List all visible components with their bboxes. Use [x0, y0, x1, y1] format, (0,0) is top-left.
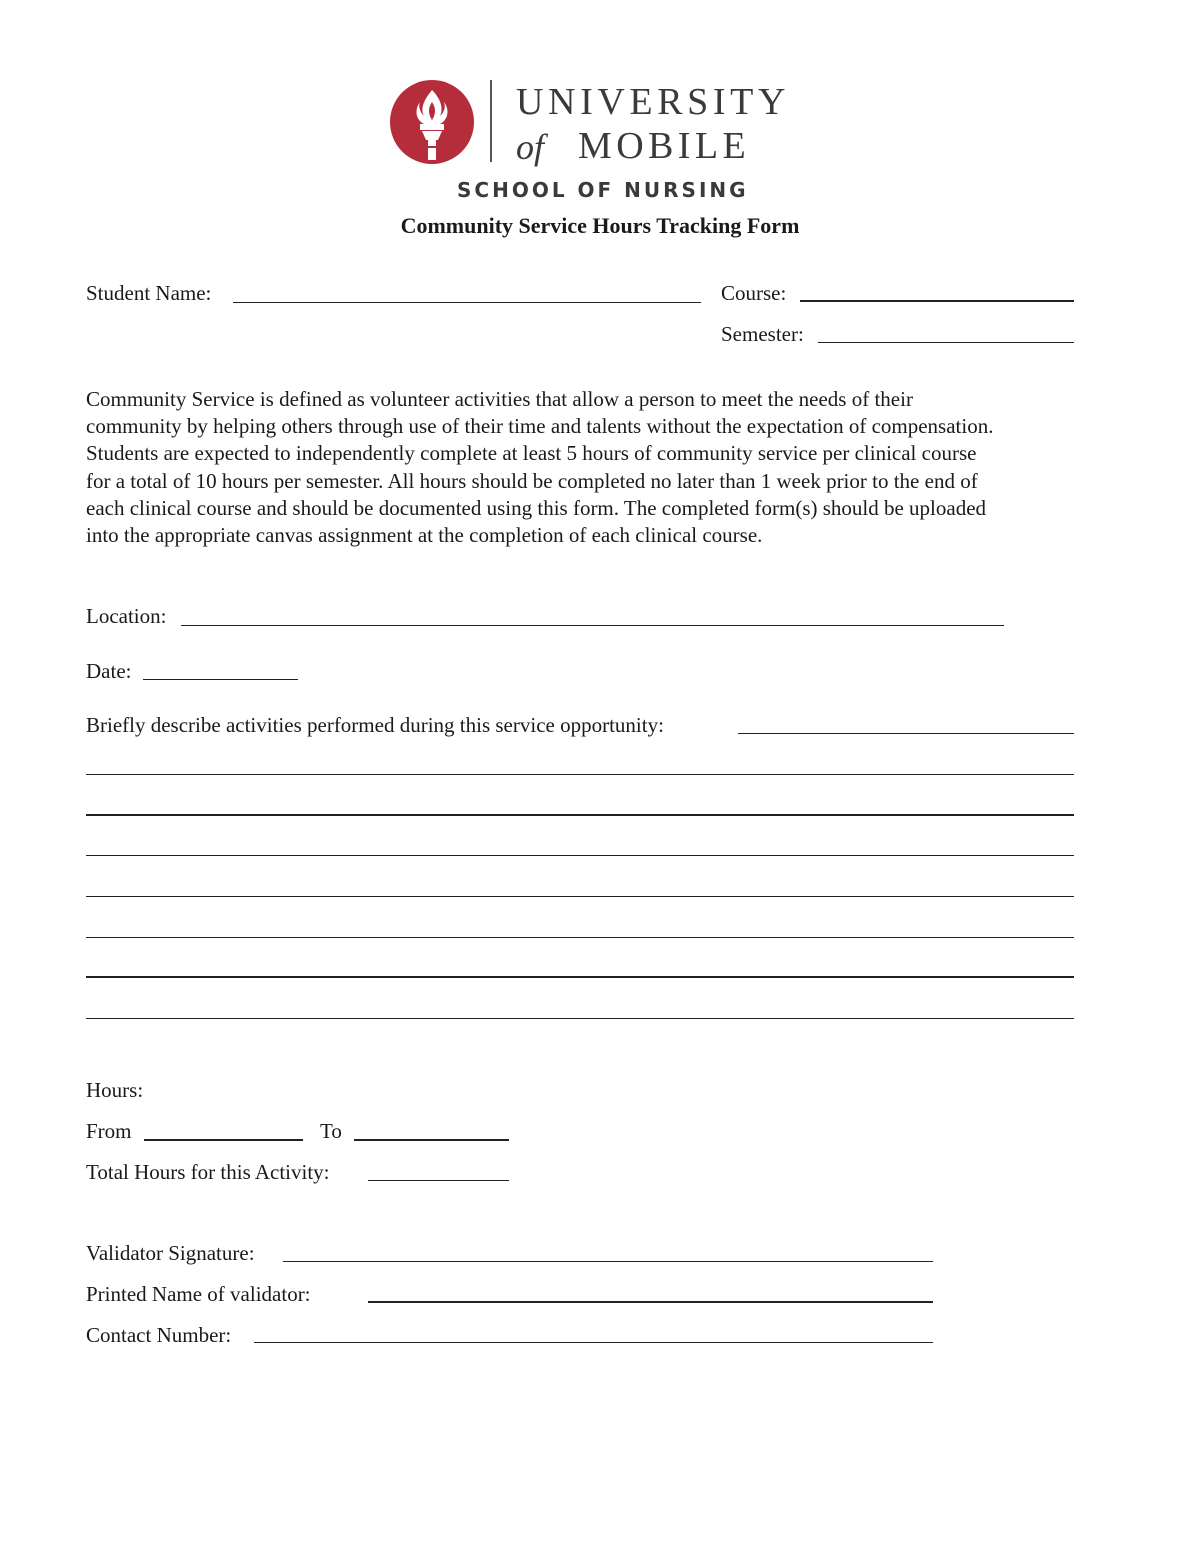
description-paragraph: [86, 386, 1116, 549]
total-hours-field[interactable]: [368, 1180, 509, 1181]
printed-name-label: Printed Name of validator:: [86, 1282, 311, 1306]
contact-number-label: Contact Number:: [86, 1323, 232, 1347]
school-of-nursing-text: SCHOOL OF NURSING: [457, 178, 749, 202]
activities-field-line[interactable]: [86, 1018, 1074, 1019]
course-label: Course:: [721, 281, 787, 305]
form-title: Community Service Hours Tracking Form: [400, 213, 800, 238]
from-label: From: [86, 1119, 132, 1143]
activities-field-line[interactable]: [86, 896, 1074, 897]
semester-label: Semester:: [721, 322, 804, 346]
course-field[interactable]: [800, 300, 1074, 302]
logo-divider: [490, 80, 492, 162]
validator-signature-label: Validator Signature:: [86, 1241, 255, 1265]
activities-field-line[interactable]: [86, 976, 1074, 978]
location-label: Location:: [86, 604, 167, 628]
description-line: Students are expected to independently complete at least 5 hours of community service per clinical course: [86, 441, 977, 466]
activities-field-line[interactable]: [738, 733, 1074, 734]
printed-name-field[interactable]: [368, 1301, 933, 1303]
hours-label: Hours:: [86, 1078, 144, 1102]
activities-field-line[interactable]: [86, 774, 1074, 775]
location-field[interactable]: [181, 625, 1004, 626]
to-label: To: [320, 1119, 342, 1143]
contact-number-field[interactable]: [254, 1342, 933, 1343]
activities-field-line[interactable]: [86, 814, 1074, 816]
date-field[interactable]: [143, 679, 298, 680]
activities-field-line[interactable]: [86, 855, 1074, 856]
student-name-label: Student Name:: [86, 281, 212, 305]
description-line: community by helping others through use of their time and talents without the expectation of compensation.: [86, 414, 994, 439]
from-field[interactable]: [144, 1139, 303, 1141]
logo-university-text: UNIVERSITY: [516, 81, 790, 123]
description-line: into the appropriate canvas assignment at the completion of each clinical course.: [86, 523, 763, 548]
semester-field[interactable]: [818, 342, 1074, 343]
date-label: Date:: [86, 659, 132, 683]
student-name-field[interactable]: [233, 302, 701, 303]
description-line: Community Service is defined as volunteer activities that allow a person to meet the needs of their: [86, 387, 913, 411]
activities-label: Briefly describe activities performed during this service opportunity:: [86, 713, 664, 737]
description-line: each clinical course and should be documented using this form. The completed form(s) should be uploaded: [86, 495, 987, 520]
logo-mobile-text: MOBILE: [578, 125, 751, 167]
university-logo-seal: [390, 80, 474, 164]
total-hours-label: Total Hours for this Activity:: [86, 1160, 330, 1184]
description-line: for a total of 10 hours per semester. All hours should be completed no later than 1 week prior to the end of: [86, 468, 978, 493]
torch-icon: [390, 80, 474, 164]
validator-signature-field[interactable]: [283, 1261, 933, 1262]
activities-field-line[interactable]: [86, 937, 1074, 938]
logo-of-text: of: [516, 127, 545, 167]
to-field[interactable]: [354, 1139, 509, 1141]
